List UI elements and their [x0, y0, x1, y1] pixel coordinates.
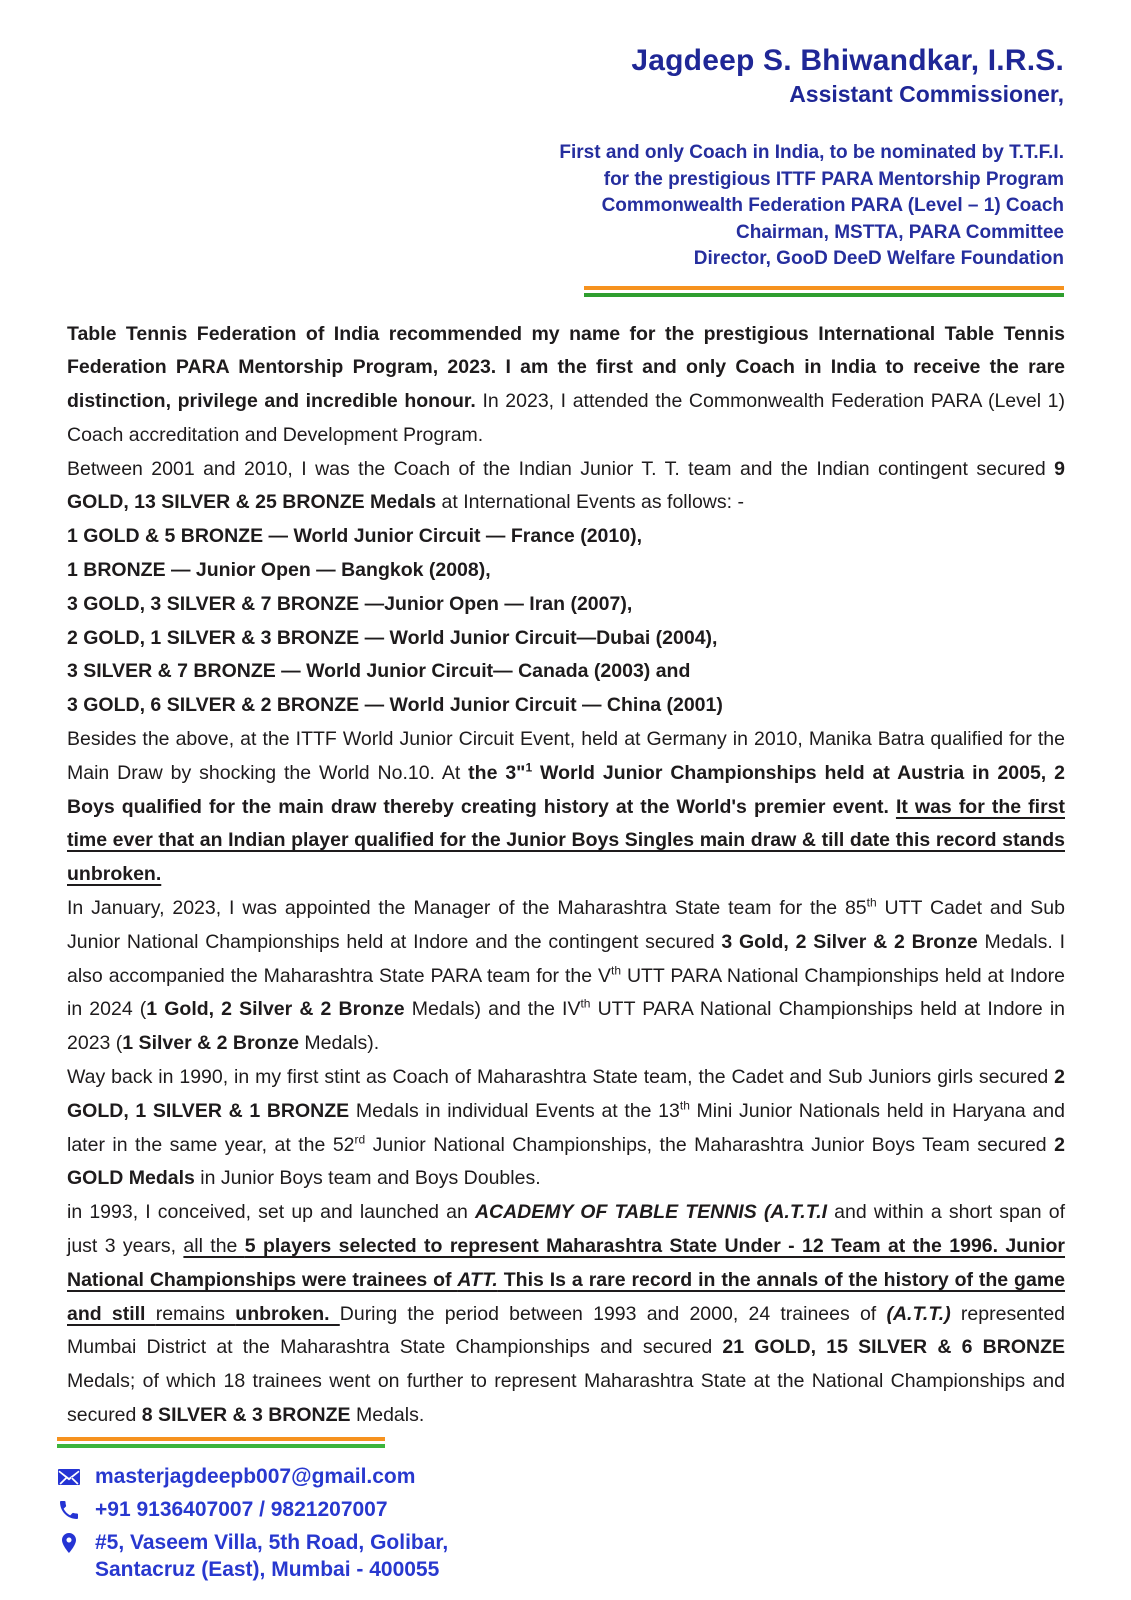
text-run: 3 SILVER & 7 BRONZE — World Junior Circuit— Canada (2003) and — [67, 660, 691, 683]
email-row — [57, 1464, 448, 1489]
text-run: 3 GOLD, 3 SILVER & 7 BRONZE —Junior Open — Iran (2007), — [67, 592, 633, 615]
address-text — [95, 1530, 448, 1584]
paragraph — [67, 723, 1065, 892]
paragraph — [67, 588, 1065, 622]
paragraph — [67, 655, 1065, 689]
letter-body — [67, 318, 1065, 1433]
text-run: at International Events as follows: - — [436, 491, 744, 514]
text-run: and within a short span of just 3 years, — [67, 1201, 1065, 1258]
contact-footer — [57, 1437, 448, 1592]
tricolor-divider-footer — [57, 1437, 385, 1448]
text-run: (A.T.T.) — [886, 1302, 951, 1325]
text-run: 1 GOLD & 5 BRONZE — World Junior Circuit — France (2010), — [67, 525, 642, 548]
paragraph — [67, 453, 1065, 521]
credentials-list — [0, 140, 1064, 273]
text-run: th — [679, 1098, 690, 1113]
email-text: masterjagdeepb007@gmail.com — [95, 1465, 416, 1488]
text-run: Medals). — [298, 1032, 380, 1055]
text-run: UTT PARA National Championships held at Indore in 2023 ( — [67, 998, 1066, 1055]
text-run: 1 Gold, 2 Silver & 2 Bronze — [146, 998, 405, 1021]
text-run: the 3" — [468, 761, 526, 784]
credential-line: First and only Coach in India, to be nominated by T.T.F.I. — [559, 142, 1064, 163]
address-row — [57, 1530, 448, 1584]
text-run: 3 Gold, 2 Silver & 2 Bronze — [721, 930, 978, 953]
credential-line: Commonwealth Federation PARA (Level – 1) Coach — [601, 195, 1064, 216]
text-run: 2 GOLD, 1 SILVER & 3 BRONZE — World Junior Circuit—Dubai (2004), — [67, 626, 718, 649]
paragraph — [67, 520, 1065, 554]
text-run: Mini Junior Nationals held in Haryana and later in the same year, at the 52 — [67, 1099, 1065, 1156]
text-run: In 2023, I attended the Commonwealth Federation PARA (Level 1) Coach accreditation and Development Program. — [67, 390, 1065, 446]
phone-icon — [57, 1498, 81, 1522]
credential-line: for the prestigious ITTF PARA Mentorship Program — [603, 168, 1064, 190]
text-run: all the — [183, 1235, 245, 1258]
text-run: UTT Cadet and Sub Junior National Championships held at Indore and the contingent secured — [67, 897, 1065, 953]
text-run: Besides the above, at the ITTF World Junior Circuit Event, held at Germany in 2010, Manika Batra qualified for the Main Draw by shocking the World No.10. At — [67, 728, 1065, 784]
contact-rows — [57, 1464, 448, 1584]
credential-line: Chairman, MSTTA, PARA Committee — [736, 221, 1064, 243]
text-run: represented Mumbai District at the Maharashtra State Championships and secured — [67, 1302, 1066, 1359]
text-run: Table Tennis Federation of India recommended my name for the prestigious International Table Tennis Federation PARA Mentorship Program, 2023. I am the first and only Coach in India to receive the rare distinction, privilege and incredible honour. — [67, 322, 1065, 413]
text-run: 1 — [525, 760, 533, 775]
envelope-icon — [57, 1465, 81, 1489]
paragraph — [67, 1061, 1065, 1196]
orange-bar — [584, 286, 1064, 290]
text-run: Medals. — [350, 1404, 425, 1426]
text-run: 1 BRONZE — Junior Open — Bangkok (2008), — [67, 559, 491, 582]
text-run: 2 GOLD, 1 SILVER & 1 BRONZE — [67, 1066, 1065, 1122]
text-run: This Is a rare record in the annals of the history of the game and still — [67, 1268, 1066, 1325]
text-run: 5 players selected to represent Maharashtra State Under - 12 Team at the 1996. Junior National Championships were trainees of — [67, 1235, 1066, 1291]
text-run: Junior National Championships, the Maharashtra Junior Boys Team secured — [365, 1133, 1055, 1156]
text-run: 3 GOLD, 6 SILVER & 2 BRONZE — World Junior Circuit — China (2001) — [67, 694, 723, 717]
text-run: ACADEMY OF TABLE TENNIS (A.T.T.I — [474, 1201, 828, 1224]
text-run: UTT PARA National Championships held at Indore in 2024 ( — [67, 964, 1065, 1021]
text-run: 8 SILVER & 3 BRONZE — [141, 1404, 351, 1426]
text-run: unbroken. — [235, 1302, 340, 1325]
text-run: 2 GOLD Medals — [67, 1133, 1065, 1190]
text-run: It was for the first time ever that an Indian player qualified for the Junior Boys Singles main draw & till date this record stands unbroken. — [67, 795, 1065, 886]
address-line-1: #5, Vaseem Villa, 5th Road, Golibar, — [95, 1531, 449, 1554]
text-run: th — [866, 895, 877, 910]
paragraph — [67, 318, 1065, 453]
paragraph — [67, 1196, 1065, 1433]
text-run: 1 Silver & 2 Bronze — [122, 1032, 299, 1055]
text-run: During the period between 1993 and 2000, 24 trainees of — [339, 1302, 887, 1325]
paragraph — [67, 892, 1065, 1061]
orange-bar — [57, 1437, 385, 1441]
phone-text: +91 9136407007 / 9821207007 — [95, 1498, 388, 1521]
text-run: Way back in 1990, in my first stint as Coach of Maharashtra State team, the Cadet and Sub Juniors girls secured — [67, 1066, 1055, 1089]
text-run: 21 GOLD, 15 SILVER & 6 BRONZE — [722, 1336, 1065, 1359]
text-run: Between 2001 and 2010, I was the Coach of the Indian Junior T. T. team and the Indian contingent secured — [67, 457, 1055, 480]
paragraph — [67, 622, 1065, 656]
location-pin-icon — [57, 1531, 81, 1555]
text-run: 9 GOLD, 13 SILVER & 25 BRONZE Medals — [67, 457, 1065, 514]
text-run: in 1993, I conceived, set up and launched an — [67, 1201, 475, 1224]
text-run: In January, 2023, I was appointed the Manager of the Maharashtra State team for the 85 — [67, 897, 867, 920]
text-run: Medals) and the IV — [404, 998, 581, 1021]
text-run: Medals; of which 18 trainees went on further to represent Maharashtra State at the National Championships and secured — [67, 1370, 1065, 1426]
text-run: Medals. I also accompanied the Maharashtra State PARA team for the V — [67, 930, 1065, 987]
text-run: Medals in individual Events at the 13 — [349, 1099, 680, 1122]
text-run: World Junior Championships held at Austria in 2005, 2 Boys qualified for the main draw thereby creating history at the World's premier event. — [67, 761, 1065, 818]
green-bar — [584, 293, 1064, 297]
green-bar — [57, 1444, 385, 1448]
paragraph — [67, 689, 1065, 723]
credential-line: Director, GooD DeeD Welfare Foundation — [693, 248, 1064, 269]
text-run: th — [611, 963, 622, 978]
text-run: remains — [155, 1302, 236, 1325]
text-run: in Junior Boys team and Boys Doubles. — [194, 1167, 541, 1190]
person-name: Jagdeep S. Bhiwandkar, I.R.S. — [631, 44, 1064, 77]
letterhead — [0, 0, 1131, 297]
tricolor-divider-header — [584, 286, 1064, 297]
address-line-2: Santacruz (East), Mumbai - 400055 — [95, 1558, 440, 1581]
paragraph — [67, 554, 1065, 588]
person-title: Assistant Commissioner, — [789, 81, 1064, 107]
text-run: th — [580, 996, 591, 1011]
text-run: ATT. — [457, 1268, 498, 1291]
phone-row — [57, 1497, 448, 1522]
text-run: rd — [354, 1132, 366, 1147]
